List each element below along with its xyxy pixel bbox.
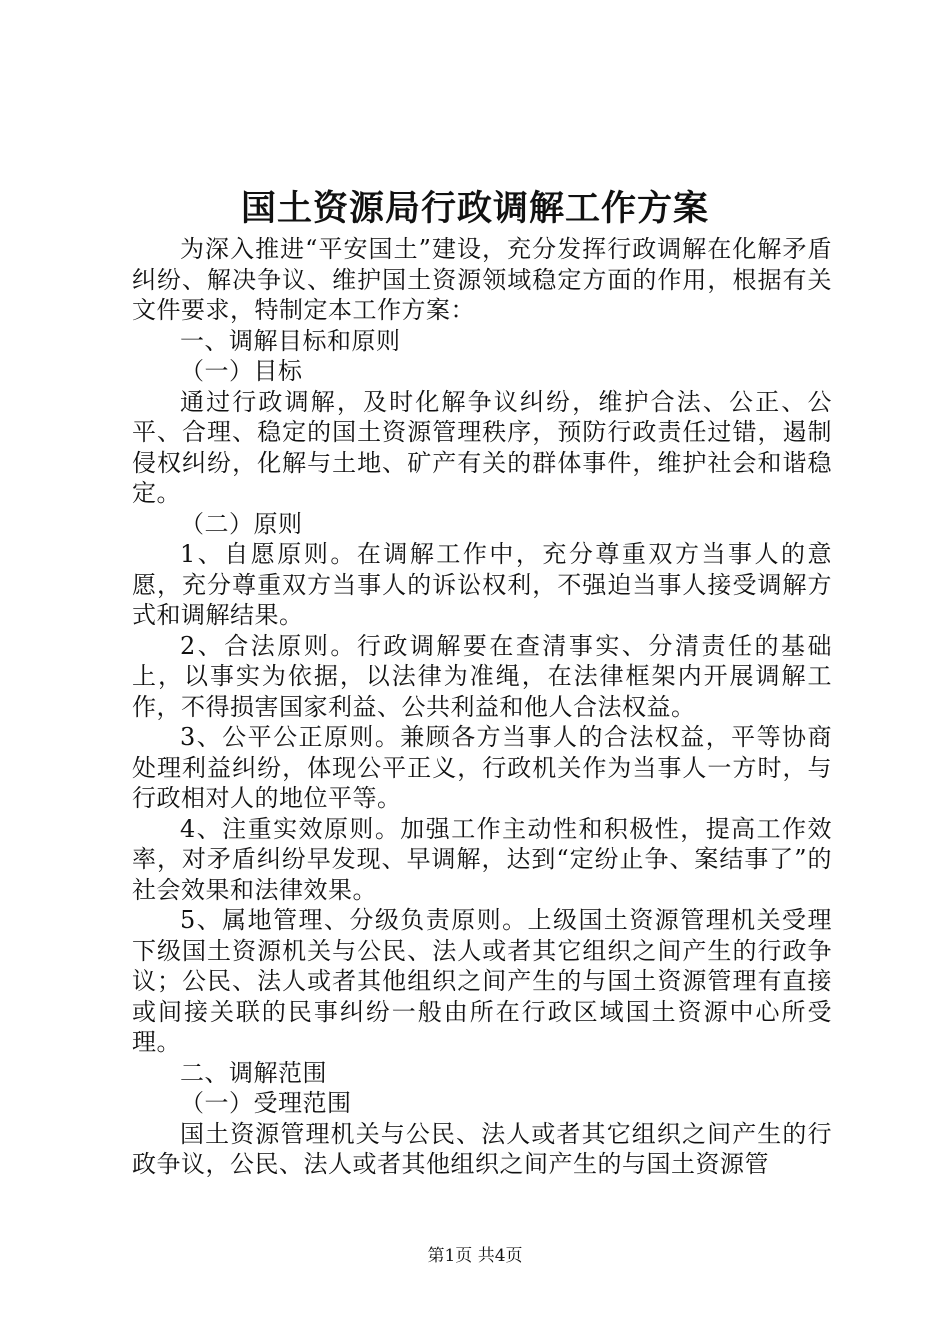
paragraph-principle-5: 5、属地管理、分级负责原则。上级国土资源管理机关受理下级国土资源机关与公民、法人或者其它组织之间产生的行政争议；公民、法人或者其他组织之间产生的与国土资源管理有直接或间接关联的民事纠纷一般由所在行政区域国土资源中心所受理。 <box>132 906 832 1056</box>
page-footer: 第1页 共4页 <box>427 1246 523 1266</box>
paragraph-goal: 通过行政调解，及时化解争议纠纷，维护合法、公正、公平、合理、稳定的国土资源管理秩序，预防行政责任过错，遏制侵权纠纷，化解与土地、矿产有关的群体事件，维护社会和谐稳定。 <box>132 387 832 507</box>
paragraph-principle-1: 1、自愿原则。在调解工作中，充分尊重双方当事人的意愿，充分尊重双方当事人的诉讼权利，不强迫当事人接受调解方式和调解结果。 <box>132 540 832 629</box>
document-body <box>132 234 832 1180</box>
paragraph-principle-2: 2、合法原则。行政调解要在查清事实、分清责任的基础上，以事实为依据，以法律为准绳，在法律框架内开展调解工作，不得损害国家利益、公共利益和他人合法权益。 <box>132 631 832 721</box>
paragraph-scope: 国土资源管理机关与公民、法人或者其它组织之间产生的行政争议，公民、法人或者其他组织之间产生的与国土资源管 <box>132 1119 832 1178</box>
paragraph-intro: 为深入推进“平安国土”建设，充分发挥行政调解在化解矛盾纠纷、解决争议、维护国土资源领域稳定方面的作用，根据有关文件要求，特制定本工作方案： <box>132 235 832 324</box>
document-title: 国土资源局行政调解工作方案 <box>240 188 709 229</box>
subsection-heading-scope: （一）受理范围 <box>180 1089 352 1117</box>
paragraph-principle-3: 3、公平公正原则。兼顾各方当事人的合法权益，平等协商处理利益纠纷，体现公平正义，行政机关作为当事人一方时，与行政相对人的地位平等。 <box>132 723 832 812</box>
section-heading-1: 一、调解目标和原则 <box>180 326 401 355</box>
paragraph-principle-4: 4、注重实效原则。加强工作主动性和积极性，提高工作效率，对矛盾纠纷早发现、早调解，达到“定纷止争、案结事了”的社会效果和法律效果。 <box>132 814 832 904</box>
subsection-heading-principles: （二）原则 <box>180 509 303 538</box>
section-heading-2: 二、调解范围 <box>180 1058 327 1087</box>
subsection-heading-goal: （一）目标 <box>180 357 303 385</box>
